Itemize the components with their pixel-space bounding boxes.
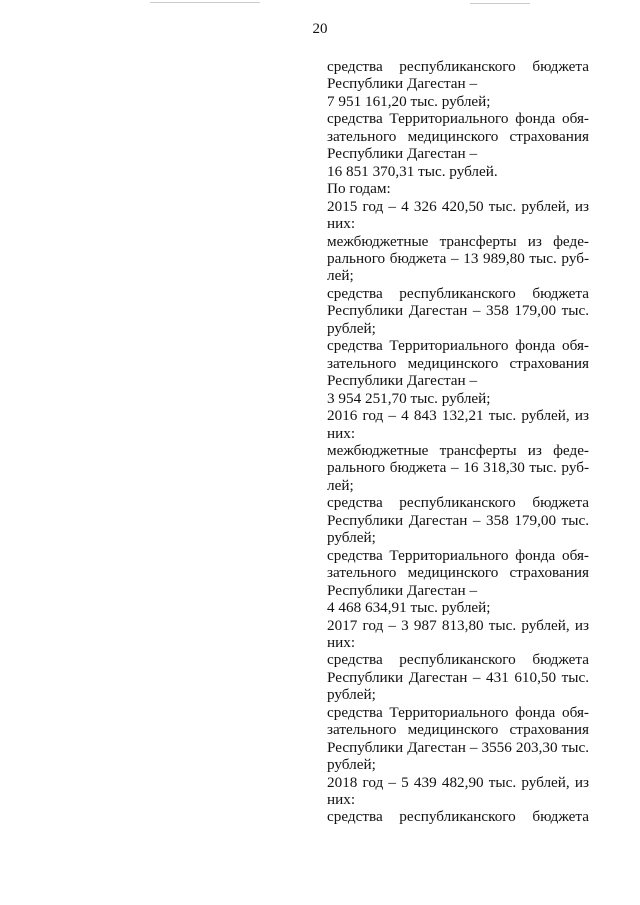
text-line: межбюджетные трансферты из феде- <box>327 441 589 459</box>
text-line: 2016 год – 4 843 132,21 тыс. рублей, из <box>327 407 589 425</box>
scan-edge-mark-top <box>150 2 260 3</box>
text-line: них: <box>327 215 356 233</box>
text-line: лей; <box>327 476 354 494</box>
text-line: средства Территориального фонда обя- <box>327 703 589 721</box>
text-line: межбюджетные трансферты из феде- <box>327 232 589 250</box>
text-line: средства Территориального фонда обя- <box>327 546 589 564</box>
text-line: 4 468 634,91 тыс. рублей; <box>327 599 491 617</box>
text-line: 2015 год – 4 326 420,50 тыс. рублей, из <box>327 197 589 215</box>
text-line: зательного медицинского страхования <box>327 564 589 582</box>
text-line: По годам: <box>327 180 391 198</box>
document-text-column <box>327 58 589 826</box>
text-line: 16 851 370,31 тыс. рублей. <box>327 162 498 180</box>
text-line: средства республиканского бюджета <box>327 808 589 826</box>
text-line: зательного медицинского страхования <box>327 127 589 145</box>
text-line: них: <box>327 791 356 809</box>
text-line: 2017 год – 3 987 813,80 тыс. рублей, из <box>327 616 589 634</box>
text-line: Республики Дагестан – 3556 203,30 тыс. <box>327 738 589 756</box>
text-line: них: <box>327 633 356 651</box>
text-line: лей; <box>327 267 354 285</box>
text-line: Республики Дагестан – <box>327 145 478 163</box>
text-line: Республики Дагестан – 358 179,00 тыс. <box>327 302 589 320</box>
text-line: зательного медицинского страхования <box>327 354 589 372</box>
text-line: рублей; <box>327 529 376 547</box>
text-line: 3 954 251,70 тыс. рублей; <box>327 389 491 407</box>
text-line: средства Территориального фонда обя- <box>327 337 589 355</box>
text-line: них: <box>327 424 356 442</box>
text-line: рублей; <box>327 319 376 337</box>
text-line: средства республиканского бюджета <box>327 494 589 512</box>
text-line: 2018 год – 5 439 482,90 тыс. рублей, из <box>327 773 589 791</box>
text-line: Республики Дагестан – <box>327 75 478 93</box>
text-line: средства республиканского бюджета <box>327 651 589 669</box>
text-line: 7 951 161,20 тыс. рублей; <box>327 92 491 110</box>
scan-edge-mark-top-right <box>470 3 530 4</box>
text-line: Республики Дагестан – <box>327 581 478 599</box>
text-line: средства республиканского бюджета <box>327 58 589 75</box>
text-line: рального бюджета – 16 318,30 тыс. руб- <box>327 459 589 477</box>
page-number: 20 <box>312 21 328 37</box>
text-line: Республики Дагестан – <box>327 372 478 390</box>
text-line: средства Территориального фонда обя- <box>327 110 589 128</box>
text-line: Республики Дагестан – 358 179,00 тыс. <box>327 511 589 529</box>
text-line: рального бюджета – 13 989,80 тыс. руб- <box>327 249 589 267</box>
text-line: рублей; <box>327 756 376 774</box>
text-line: средства республиканского бюджета <box>327 284 589 302</box>
text-line: Республики Дагестан – 431 610,50 тыс. <box>327 668 589 686</box>
text-line: рублей; <box>327 686 376 704</box>
text-line: зательного медицинского страхования <box>327 721 589 739</box>
